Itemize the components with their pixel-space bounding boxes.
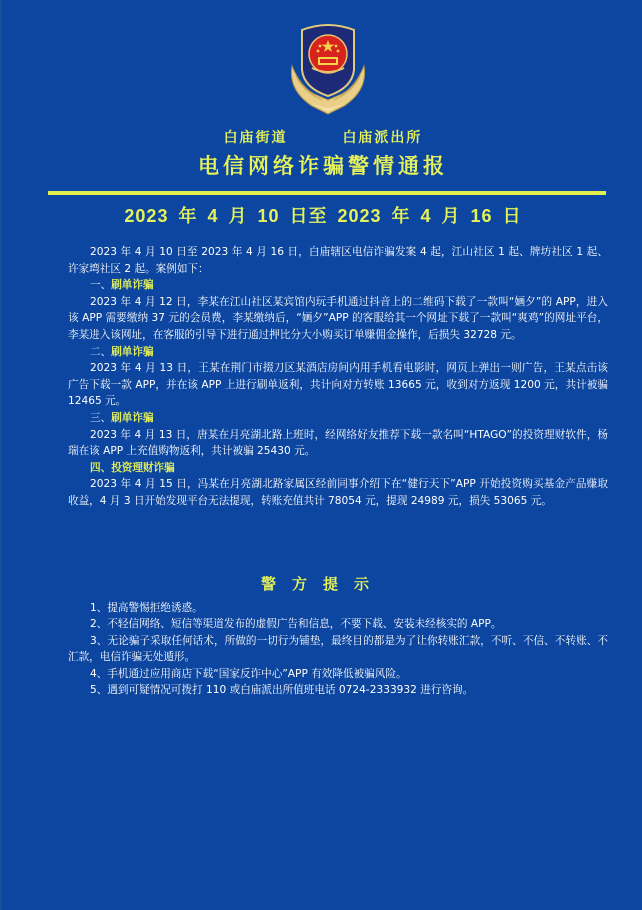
org-right: 白庙派出所 <box>342 130 423 146</box>
case-number: 一、 <box>90 279 112 292</box>
case-type: 刷单诈骗 <box>111 411 154 424</box>
police-tips-title: 警方提示 <box>260 575 385 593</box>
tip-item-3: 3、无论骗子采取任何话术，所做的一切行为铺垫，最终目的都是为了让你转账汇款，不听、不信、不转账、不汇款，电信诈骗无处遁形。 <box>68 634 608 664</box>
case-paragraph-4: 2023 年 4 月 15 日，冯某在月亮湖北路家属区经前同事介绍下在“健行天下”APP 开始投资购买基金产品赚取收益，4 月 3 日开始发现平台无法提现，转账充值共计 78054 元，提现 24989 元，损失 53065 元。 <box>68 478 608 507</box>
date-range: 2023 年 4 月 10 日至 2023 年 4 月 16 日 <box>124 206 522 226</box>
title-divider <box>48 191 606 195</box>
case-heading-1 <box>68 277 608 294</box>
tip-item-1: 1、提高警惕拒绝诱惑。 <box>90 602 203 614</box>
case-number: 三、 <box>90 411 112 424</box>
tip-item-4: 4、手机通过应用商店下载“国家反诈中心”APP 有效降低被骗风险。 <box>90 667 407 680</box>
tip-item-5: 5、遇到可疑情况可拨打 110 或白庙派出所值班电话 0724-2333932 进行咨询。 <box>90 684 474 697</box>
case-type: 刷单诈骗 <box>111 345 154 358</box>
organization-line <box>2 127 642 147</box>
police-tips-list <box>68 600 608 698</box>
case-report <box>68 244 608 510</box>
org-left: 白庙街道 <box>223 130 288 146</box>
case-paragraph-1: 2023 年 4 月 12 日，李某在江山社区某宾馆内玩手机通过抖音上的二维码下载了一款叫“婳夕”的 APP，进入该 APP 需要缴纳 37 元的会员费，李某缴纳后，“婳夕”APP 的客服给其一个网址下载了一款叫“爽鸡”的网址平台，李某进入该网址，在客服的引导下进行通过押比分大小购买订单赚佣金操作，后损失 32728 元。 <box>68 295 608 341</box>
page-title: 电信网络诈骗警情通报 <box>198 153 448 178</box>
case-paragraph-3: 2023 年 4 月 13 日，唐某在月亮湖北路上班时，经网络好友推荐下载一款名叫“HTAGO”的投资理财软件，杨瑞在该 APP 上充值购物返利，共计被骗 25430 元。 <box>68 428 608 458</box>
case-number: 二、 <box>90 345 112 358</box>
case-heading-2 <box>68 344 608 361</box>
case-paragraph-2: 2023 年 4 月 13 日，王某在荆门市掇刀区某酒店房间内用手机看电影时，网页上弹出一则广告，王某点击该广告下载一款 APP，并在该 APP 上进行刷单返利，共计向对方转账 13665 元，收到对方返现 1200 元，共计被骗 12465 元。 <box>68 362 608 408</box>
case-number: 四、 <box>90 461 112 474</box>
case-heading-3 <box>68 410 608 427</box>
case-type: 投资理财诈骗 <box>111 461 175 474</box>
case-heading-4 <box>68 460 608 477</box>
summary-paragraph: 2023 年 4 月 10 日至 2023 年 4 月 16 日，白庙辖区电信诈骗发案 4 起，江山社区 1 起、牌坊社区 1 起、许家塆社区 2 起。案例如下： <box>68 246 608 275</box>
case-type: 刷单诈骗 <box>111 279 154 292</box>
tip-item-2: 2、不轻信网络、短信等渠道发布的虚假广告和信息，不要下载、安装未经核实的 APP。 <box>90 618 502 631</box>
police-emblem-icon <box>282 20 374 116</box>
